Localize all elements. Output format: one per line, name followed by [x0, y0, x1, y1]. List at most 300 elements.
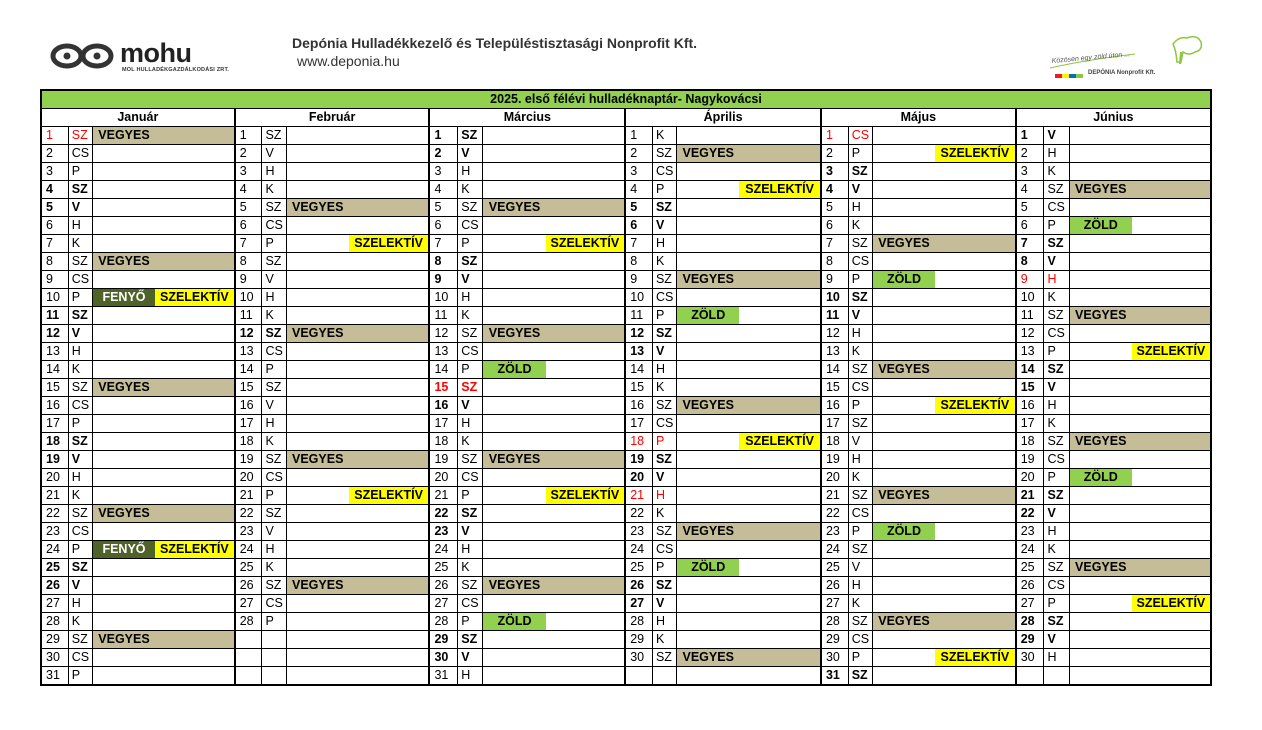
collection-type-1 [1069, 145, 1132, 163]
collection-type-1 [872, 469, 935, 487]
weekday: CS [652, 541, 676, 559]
weekday: K [68, 487, 92, 505]
collection-type-2 [155, 397, 235, 415]
collection-type-2 [155, 631, 235, 649]
collection-type-1 [286, 487, 349, 505]
weekday: SZ [1044, 487, 1069, 505]
day-number: 22 [1016, 505, 1044, 523]
day-number: 2 [429, 145, 457, 163]
collection-type-1 [677, 487, 740, 505]
website-link[interactable]: www.deponia.hu [297, 53, 400, 69]
day-number: 5 [625, 199, 652, 217]
collection-type-2 [1132, 271, 1211, 289]
weekday: SZ [848, 667, 872, 686]
collection-type-1 [483, 397, 546, 415]
table-row [41, 541, 1211, 559]
weekday: SZ [262, 379, 286, 397]
day-number: 7 [821, 235, 848, 253]
weekday: V [848, 559, 872, 577]
collection-type-2 [546, 505, 626, 523]
day-number: 15 [625, 379, 652, 397]
weekday: V [262, 397, 286, 415]
day-number: 4 [429, 181, 457, 199]
day-number: 10 [235, 289, 262, 307]
day-number: 26 [235, 577, 262, 595]
collection-type-1 [677, 127, 740, 145]
collection-type-2 [935, 163, 1016, 181]
day-number: 13 [429, 343, 457, 361]
collection-type-2 [935, 577, 1016, 595]
collection-type-2 [935, 451, 1016, 469]
collection-type-2 [739, 361, 821, 379]
collection-type-1 [872, 325, 935, 343]
collection-type-1 [483, 289, 546, 307]
collection-type-1 [286, 613, 349, 631]
weekday: H [1044, 397, 1069, 415]
collection-type-2 [1132, 145, 1211, 163]
collection-type-2 [546, 433, 626, 451]
collection-type-1 [286, 595, 349, 613]
day-number: 21 [821, 487, 848, 505]
collection-type-2 [739, 289, 821, 307]
collection-type-2 [935, 595, 1016, 613]
weekday: V [458, 145, 483, 163]
collection-type-1 [483, 487, 546, 505]
day-number: 4 [821, 181, 848, 199]
weekday: CS [262, 343, 286, 361]
collection-type-2 [739, 577, 821, 595]
collection-type-1 [483, 649, 546, 667]
collection-type-1 [286, 397, 349, 415]
collection-type-2 [546, 379, 626, 397]
weekday: SZ [848, 541, 872, 559]
day-number: 14 [429, 361, 457, 379]
collection-type-1 [286, 361, 349, 379]
weekday: SZ [652, 523, 676, 541]
collection-type-1 [483, 631, 546, 649]
day-number: 21 [41, 487, 68, 505]
collection-type-2 [349, 361, 430, 379]
weekday: K [848, 595, 872, 613]
weekday: H [458, 289, 483, 307]
weekday: CS [1044, 577, 1069, 595]
collection-type-2 [1132, 325, 1211, 343]
collection-type-2 [739, 343, 821, 361]
collection-type-1: ZÖLD [483, 613, 546, 631]
collection-type-2 [546, 577, 626, 595]
collection-type-2 [349, 505, 430, 523]
day-number: 6 [821, 217, 848, 235]
weekday: P [848, 145, 872, 163]
day-number: 3 [625, 163, 652, 181]
collection-type-2 [1132, 415, 1211, 433]
collection-type-1 [286, 505, 349, 523]
collection-type-1 [872, 595, 935, 613]
day-number: 21 [429, 487, 457, 505]
collection-type-1 [286, 649, 349, 667]
collection-type-2 [935, 253, 1016, 271]
collection-type-1 [92, 397, 155, 415]
weekday: SZ [652, 397, 676, 415]
weekday: P [68, 163, 92, 181]
collection-type-2 [1132, 451, 1211, 469]
collection-type-2 [155, 235, 235, 253]
weekday: SZ [458, 199, 483, 217]
weekday: P [262, 613, 286, 631]
day-number: 14 [235, 361, 262, 379]
collection-type-1 [92, 145, 155, 163]
day-number: 15 [235, 379, 262, 397]
collection-type-1: VEGYES [677, 523, 740, 541]
collection-type-2: SZELEKTÍV [739, 433, 821, 451]
collection-type-2 [155, 343, 235, 361]
weekday: V [458, 649, 483, 667]
weekday: H [458, 667, 483, 686]
day-number: 14 [1016, 361, 1044, 379]
weekday: V [652, 217, 676, 235]
day-number: 25 [41, 559, 68, 577]
collection-type-1: ZÖLD [872, 523, 935, 541]
day-number: 7 [625, 235, 652, 253]
collection-type-2 [739, 307, 821, 325]
table-row [41, 505, 1211, 523]
weekday: CS [848, 379, 872, 397]
collection-type-1: VEGYES [1069, 559, 1132, 577]
day-number: 6 [41, 217, 68, 235]
day-number: 6 [1016, 217, 1044, 235]
weekday: H [1044, 145, 1069, 163]
collection-type-1 [677, 451, 740, 469]
day-number: 25 [235, 559, 262, 577]
day-number: 30 [1016, 649, 1044, 667]
collection-type-2 [739, 127, 821, 145]
collection-type-1: VEGYES [92, 127, 155, 145]
table-row [41, 361, 1211, 379]
weekday: SZ [1044, 559, 1069, 577]
collection-type-2 [739, 145, 821, 163]
collection-type-1 [286, 415, 349, 433]
weekday: CS [652, 289, 676, 307]
weekday: CS [262, 469, 286, 487]
collection-type-1: VEGYES [872, 613, 935, 631]
weekday: SZ [68, 379, 92, 397]
collection-type-2 [155, 487, 235, 505]
table-row [41, 649, 1211, 667]
weekday: V [1044, 127, 1069, 145]
weekday: H [1044, 649, 1069, 667]
collection-type-2 [739, 487, 821, 505]
collection-type-2 [935, 433, 1016, 451]
collection-type-2 [349, 415, 430, 433]
weekday: V [848, 307, 872, 325]
day-number: 14 [821, 361, 848, 379]
collection-type-1 [872, 559, 935, 577]
day-number: 3 [429, 163, 457, 181]
day-number: 19 [625, 451, 652, 469]
table-row [41, 343, 1211, 361]
weekday: K [68, 361, 92, 379]
calendar-title-row [41, 90, 1211, 109]
collection-type-2 [1132, 217, 1211, 235]
day-number: 30 [41, 649, 68, 667]
weekday: SZ [652, 145, 676, 163]
collection-type-2 [1132, 577, 1211, 595]
collection-type-1 [677, 595, 740, 613]
collection-type-1 [483, 541, 546, 559]
day-number: 6 [625, 217, 652, 235]
collection-type-1 [1069, 613, 1132, 631]
collection-type-2: SZELEKTÍV [739, 181, 821, 199]
collection-type-2 [739, 451, 821, 469]
collection-type-1 [1069, 577, 1132, 595]
weekday: H [68, 343, 92, 361]
weekday: K [1044, 289, 1069, 307]
collection-type-1: VEGYES [1069, 181, 1132, 199]
collection-type-2 [1132, 289, 1211, 307]
collection-type-1 [483, 307, 546, 325]
calendar-title: 2025. első félévi hulladéknaptár- Nagykovácsi [41, 90, 1211, 109]
weekday: H [848, 199, 872, 217]
weekday: V [652, 595, 676, 613]
collection-type-1 [286, 433, 349, 451]
collection-type-1 [286, 289, 349, 307]
collection-type-1: VEGYES [286, 325, 349, 343]
weekday: V [652, 343, 676, 361]
collection-type-2 [349, 343, 430, 361]
collection-type-2 [546, 343, 626, 361]
collection-type-2 [155, 433, 235, 451]
mohu-logo-text: mohu [120, 38, 192, 68]
table-row [41, 667, 1211, 686]
collection-type-1 [92, 307, 155, 325]
collection-type-1 [286, 469, 349, 487]
table-row [41, 271, 1211, 289]
day-number: 8 [821, 253, 848, 271]
day-number: 16 [821, 397, 848, 415]
collection-type-2 [349, 667, 430, 686]
collection-type-2 [546, 307, 626, 325]
collection-type-2 [546, 649, 626, 667]
collection-type-2 [739, 379, 821, 397]
day-number: 6 [429, 217, 457, 235]
collection-type-1 [1069, 379, 1132, 397]
day-number: 24 [235, 541, 262, 559]
weekday [262, 667, 286, 686]
day-number: 23 [429, 523, 457, 541]
collection-type-2 [739, 523, 821, 541]
day-number: 20 [1016, 469, 1044, 487]
day-number: 20 [235, 469, 262, 487]
weekday: SZ [262, 199, 286, 217]
weekday: CS [1044, 325, 1069, 343]
day-number: 13 [235, 343, 262, 361]
table-row [41, 253, 1211, 271]
day-number: 1 [1016, 127, 1044, 145]
day-number: 22 [625, 505, 652, 523]
day-number: 5 [235, 199, 262, 217]
collection-type-2 [935, 199, 1016, 217]
day-number: 1 [625, 127, 652, 145]
weekday: K [1044, 541, 1069, 559]
collection-type-1: VEGYES [483, 451, 546, 469]
collection-type-2 [1132, 559, 1211, 577]
day-number: 26 [429, 577, 457, 595]
weekday: V [68, 199, 92, 217]
collection-type-2: SZELEKTÍV [155, 541, 235, 559]
day-number: 18 [625, 433, 652, 451]
day-number: 19 [429, 451, 457, 469]
collection-type-1 [92, 667, 155, 686]
collection-type-1 [483, 181, 546, 199]
weekday [1044, 667, 1069, 686]
day-number: 11 [41, 307, 68, 325]
collection-type-2 [1132, 361, 1211, 379]
collection-type-1: VEGYES [286, 577, 349, 595]
day-number: 25 [821, 559, 848, 577]
weekday: V [1044, 253, 1069, 271]
collection-type-2 [739, 415, 821, 433]
day-number: 17 [625, 415, 652, 433]
collection-type-2 [935, 181, 1016, 199]
month-header-row [41, 109, 1211, 127]
collection-type-1 [872, 649, 935, 667]
collection-type-2 [739, 595, 821, 613]
day-number: 12 [429, 325, 457, 343]
day-number: 2 [1016, 145, 1044, 163]
collection-type-1 [872, 505, 935, 523]
collection-type-2 [349, 271, 430, 289]
day-number: 5 [1016, 199, 1044, 217]
day-number: 1 [429, 127, 457, 145]
weekday: SZ [68, 127, 92, 145]
collection-type-2 [1132, 163, 1211, 181]
collection-type-2 [935, 559, 1016, 577]
weekday: SZ [1044, 613, 1069, 631]
day-number: 26 [41, 577, 68, 595]
day-number: 8 [625, 253, 652, 271]
day-number: 4 [235, 181, 262, 199]
day-number: 25 [1016, 559, 1044, 577]
weekday: CS [68, 649, 92, 667]
day-number: 13 [1016, 343, 1044, 361]
day-number: 11 [625, 307, 652, 325]
day-number: 18 [821, 433, 848, 451]
weekday: P [1044, 469, 1069, 487]
weekday: SZ [652, 451, 676, 469]
day-number: 28 [1016, 613, 1044, 631]
day-number: 28 [235, 613, 262, 631]
collection-type-1: FENYŐ [92, 541, 155, 559]
collection-type-2 [1132, 523, 1211, 541]
day-number [235, 649, 262, 667]
collection-type-2 [546, 181, 626, 199]
collection-type-1 [483, 253, 546, 271]
weekday: SZ [848, 163, 872, 181]
table-row [41, 127, 1211, 145]
collection-type-2 [155, 271, 235, 289]
collection-type-1 [872, 415, 935, 433]
day-number: 20 [821, 469, 848, 487]
weekday: K [848, 469, 872, 487]
collection-type-2 [546, 667, 626, 686]
day-number: 31 [41, 667, 68, 686]
collection-type-2 [155, 523, 235, 541]
collection-type-2 [155, 217, 235, 235]
collection-type-1 [677, 631, 740, 649]
collection-type-2 [546, 253, 626, 271]
collection-type-1: VEGYES [286, 451, 349, 469]
weekday: SZ [652, 271, 676, 289]
weekday: K [458, 181, 483, 199]
day-number: 10 [625, 289, 652, 307]
collection-type-2 [1132, 631, 1211, 649]
collection-type-1 [1069, 541, 1132, 559]
day-number: 27 [625, 595, 652, 613]
collection-type-2 [155, 505, 235, 523]
collection-type-2 [349, 181, 430, 199]
weekday: K [262, 307, 286, 325]
weekday: K [458, 307, 483, 325]
collection-type-2 [349, 523, 430, 541]
collection-type-1 [872, 217, 935, 235]
day-number: 5 [821, 199, 848, 217]
weekday: H [652, 613, 676, 631]
day-number: 12 [41, 325, 68, 343]
collection-type-1 [92, 595, 155, 613]
collection-type-2 [1132, 505, 1211, 523]
weekday: K [652, 631, 676, 649]
weekday [262, 631, 286, 649]
day-number: 23 [821, 523, 848, 541]
collection-type-1 [1069, 397, 1132, 415]
weekday: P [68, 415, 92, 433]
collection-type-2: SZELEKTÍV [935, 145, 1016, 163]
collection-type-2 [739, 541, 821, 559]
collection-type-1: VEGYES [483, 325, 546, 343]
day-number: 20 [625, 469, 652, 487]
day-number: 4 [625, 181, 652, 199]
weekday: V [68, 451, 92, 469]
collection-type-2 [546, 451, 626, 469]
collection-type-2 [155, 325, 235, 343]
day-number: 28 [821, 613, 848, 631]
collection-type-2 [546, 541, 626, 559]
collection-type-2 [935, 613, 1016, 631]
collection-type-1 [677, 577, 740, 595]
collection-type-2 [1132, 667, 1211, 686]
collection-type-1: VEGYES [677, 397, 740, 415]
day-number: 23 [625, 523, 652, 541]
weekday: V [262, 145, 286, 163]
weekday: P [652, 559, 676, 577]
collection-type-2 [739, 667, 821, 686]
weekday: H [848, 451, 872, 469]
collection-type-2 [935, 217, 1016, 235]
weekday: P [458, 487, 483, 505]
day-number: 12 [821, 325, 848, 343]
day-number: 11 [235, 307, 262, 325]
weekday: V [68, 325, 92, 343]
day-number: 13 [821, 343, 848, 361]
collection-type-2 [739, 271, 821, 289]
weekday: K [848, 217, 872, 235]
table-row [41, 289, 1211, 307]
collection-type-2 [935, 289, 1016, 307]
weekday: H [652, 235, 676, 253]
day-number: 16 [1016, 397, 1044, 415]
collection-type-1 [677, 469, 740, 487]
day-number: 30 [429, 649, 457, 667]
